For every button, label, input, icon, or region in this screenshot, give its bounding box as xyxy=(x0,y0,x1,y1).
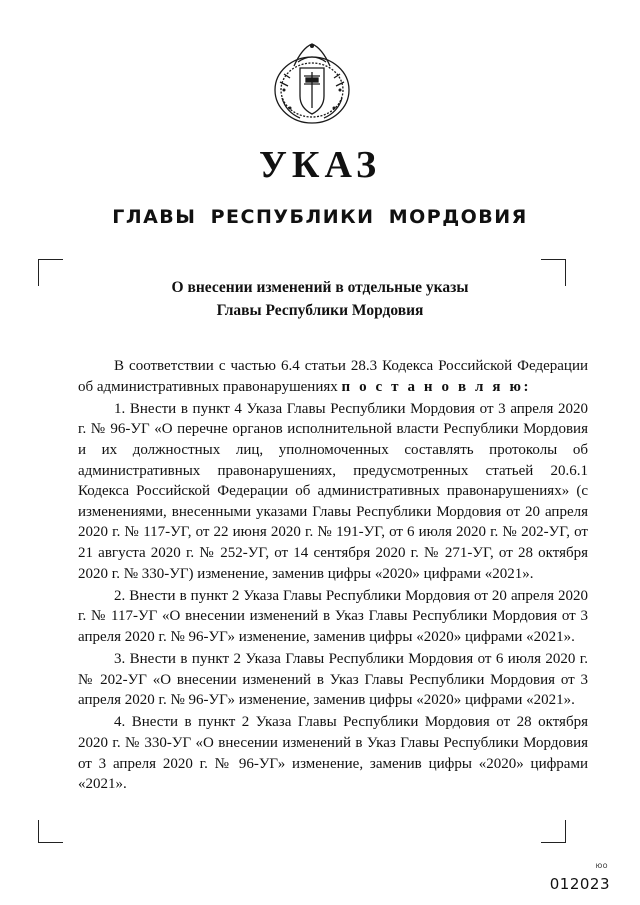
preamble-decree: п о с т а н о в л я ю: xyxy=(341,378,532,395)
preamble-paragraph xyxy=(78,356,588,397)
document-heading xyxy=(0,276,640,322)
heading-line-2: Главы Республики Мордовия xyxy=(216,302,424,319)
document-mark: ЮО xyxy=(595,863,608,870)
corner-mark-bottom-right xyxy=(541,820,566,843)
document-subtitle: ГЛАВЫ РЕСПУБЛИКИ МОРДОВИЯ xyxy=(112,206,528,228)
preamble-text: В соответствии с частью 6.4 статьи 28.3 Кодекса Российской Федерации об административных правонарушениях xyxy=(78,358,588,395)
item-paragraph-3: 3. Внести в пункт 2 Указа Главы Республики Мордовия от 6 июля 2020 г. № 202-УГ «О внесении изменений в Указ Главы Республики Мордовия от 3 апреля 2020 г. № 96-УГ» изменение, заменив цифры «2020» цифрами «2021». xyxy=(78,651,588,709)
document-body xyxy=(78,356,588,795)
document-title: УКАЗ xyxy=(259,144,381,186)
item-paragraph-1: 1. Внести в пункт 4 Указа Главы Республики Мордовия от 3 апреля 2020 г. № 96-УГ «О перечне органов исполнительной власти Республики Мордовия и их должностных лиц, уполномоченных составлять протоколы об административных правонарушениях, предусмотренных статьей 20.6.1 Кодекса Российской Федерации об административных правонарушениях» (с изменениями, внесенными указами Главы Республики Мордовия от 20 апреля 2020 г. № 117-УГ, от 22 июня 2020 г. № 191-УГ, от 6 июля 2020 г. № 202-УГ, от 21 августа 2020 г. № 252-УГ, от 14 сентября 2020 г. № 271-УГ, от 28 октября 2020 г. № 330-УГ) изменение, заменив цифры «2020» цифрами «2021». xyxy=(78,400,588,582)
item-paragraph-2: 2. Внести в пункт 2 Указа Главы Республики Мордовия от 20 апреля 2020 г. № 117-УГ «О внесении изменений в Указ Главы Республики Мордовия от 3 апреля 2020 г. № 96-УГ» изменение, заменив цифры «2020» цифрами «2021». xyxy=(78,587,588,645)
coat-of-arms-icon xyxy=(270,38,354,128)
document-number xyxy=(549,863,610,893)
item-paragraph-4: 4. Внести в пункт 2 Указа Главы Республики Мордовия от 28 октября 2020 г. № 330-УГ «О внесении изменений в Указ Главы Республики Мордовия от 3 апреля 2020 г. № 96-УГ» изменение, заменив цифры «2020» цифрами «2021». xyxy=(78,714,588,793)
corner-mark-bottom-left xyxy=(38,820,63,843)
document-number-text: 012023 xyxy=(549,875,610,893)
heading-line-1: О внесении изменений в отдельные указы xyxy=(171,279,469,296)
